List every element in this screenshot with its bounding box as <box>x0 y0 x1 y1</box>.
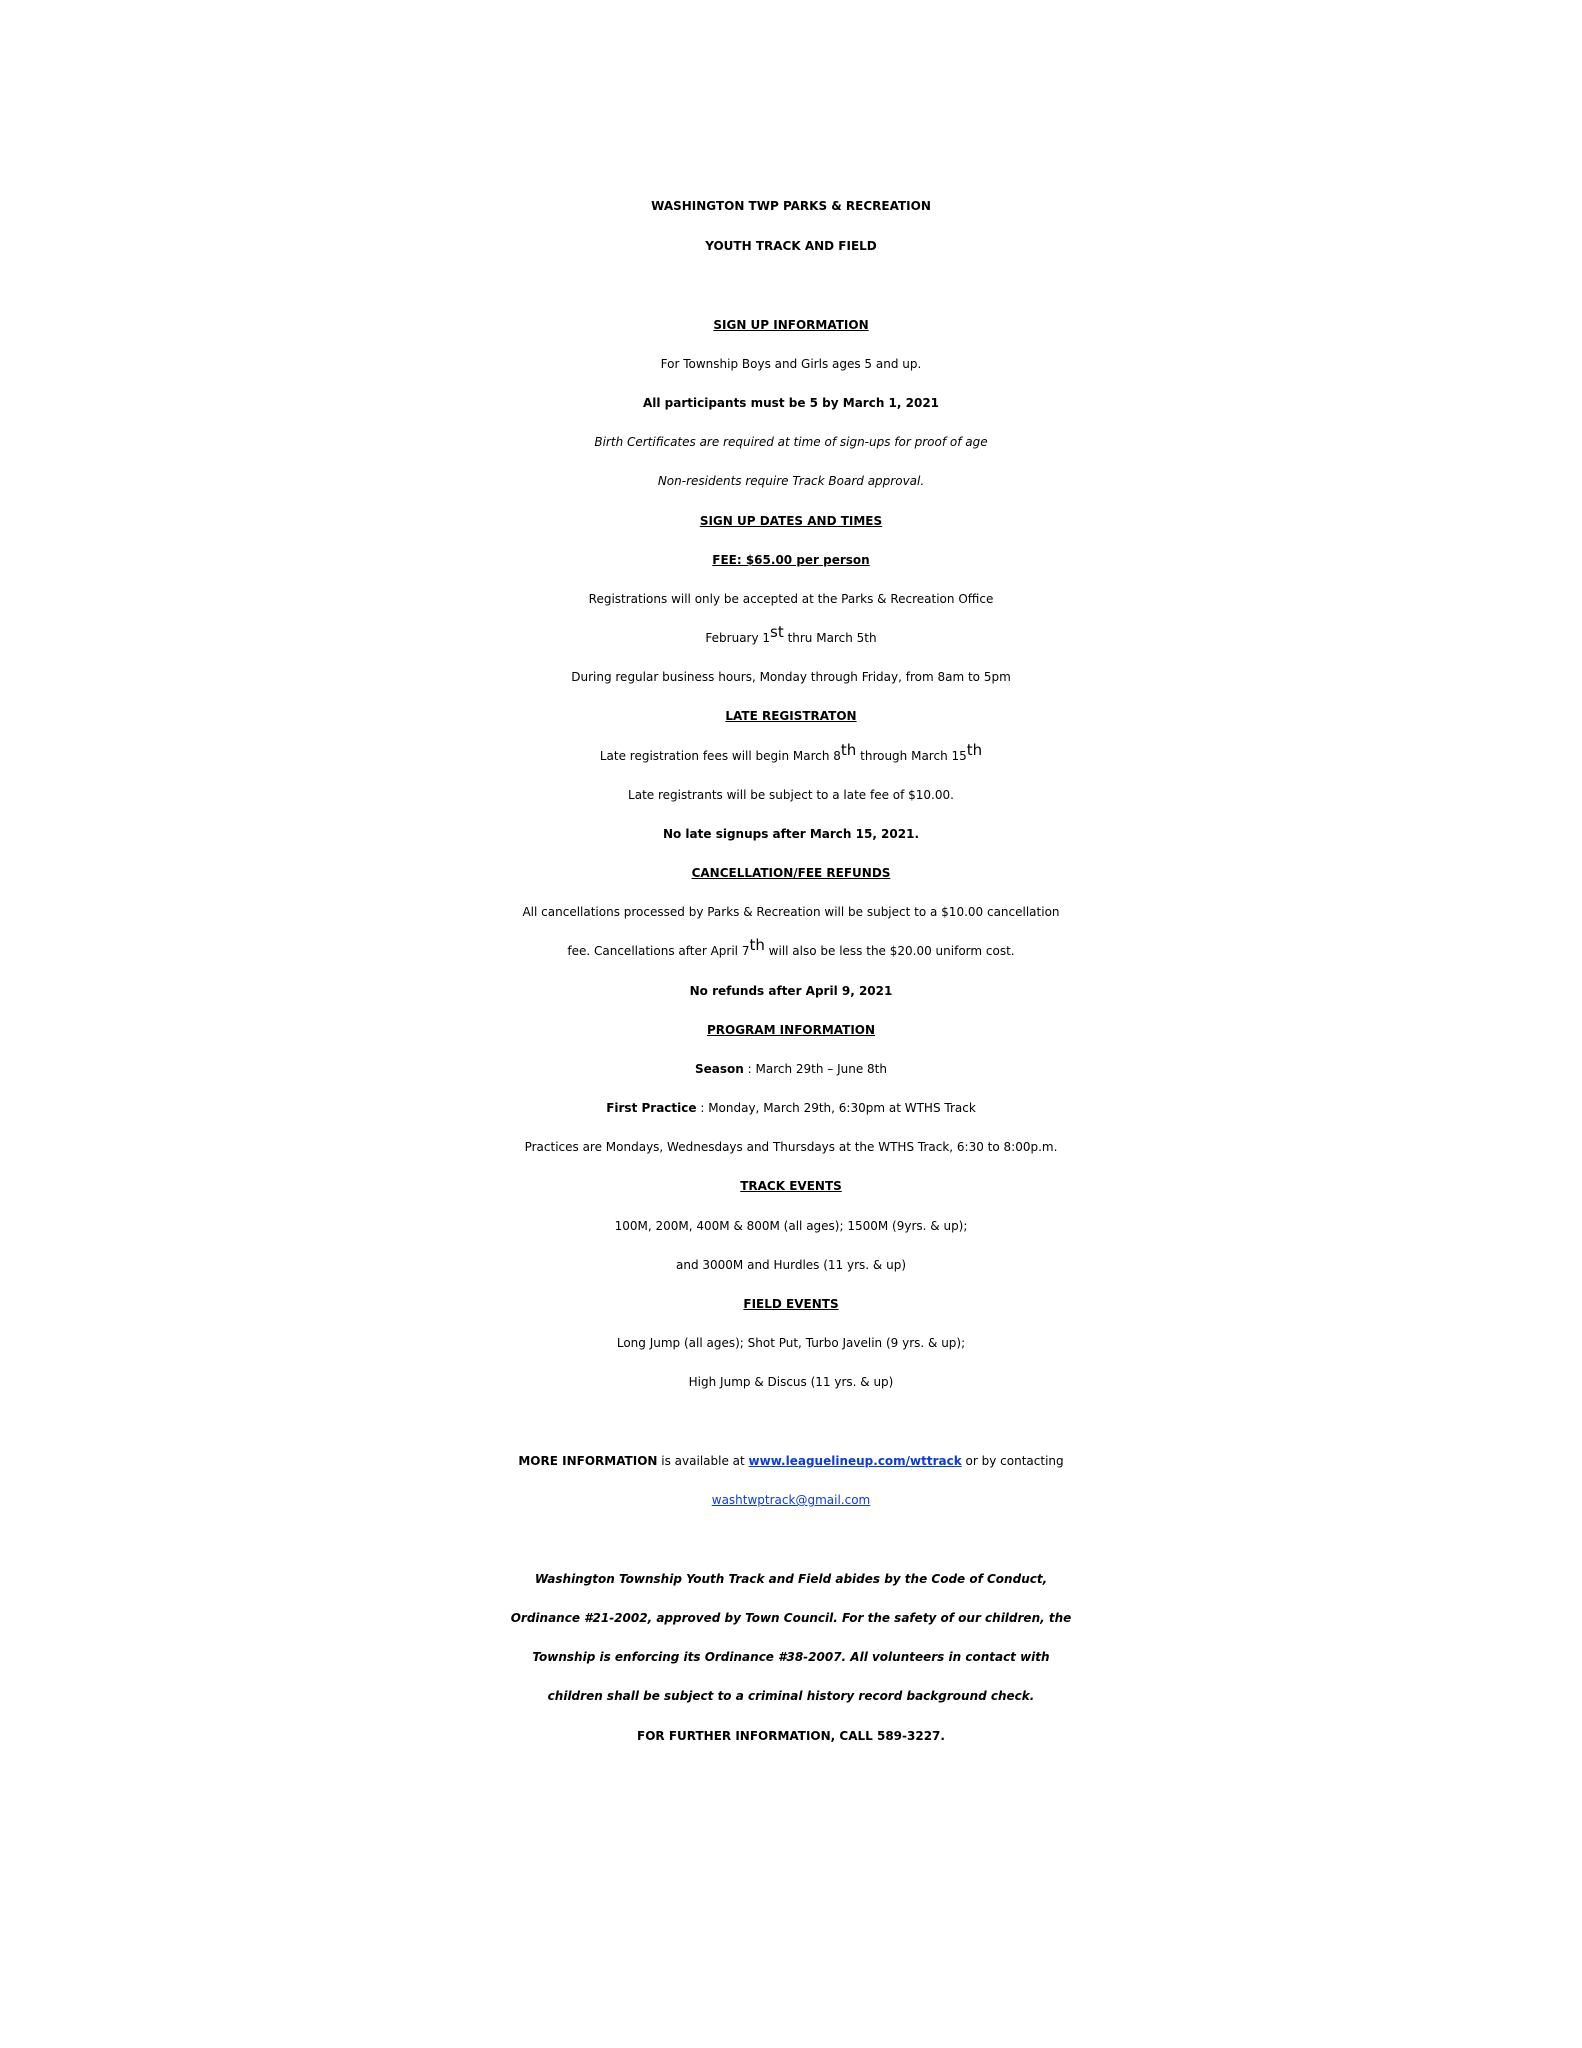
season-line <box>0 1050 1582 1089</box>
late-registration-line-3: No late signups after March 15, 2021. <box>662 827 920 841</box>
more-info-label: MORE INFORMATION <box>518 1454 658 1468</box>
late-registration-heading: LATE REGISTRATON <box>725 709 857 723</box>
fee-line: FEE: $65.00 per person <box>712 553 870 567</box>
field-events-line-1: Long Jump (all ages); Shot Put, Turbo Javelin (9 yrs. & up); <box>616 1336 966 1350</box>
cancellation-line-1: All cancellations processed by Parks & Recreation will be subject to a $10.00 cancellation <box>522 905 1060 919</box>
more-info-text-a: is available at <box>657 1454 749 1468</box>
footer-line-2: Ordinance #21-2002, approved by Town Council. For the safety of our children, the <box>510 1611 1072 1625</box>
track-events-line-1: 100M, 200M, 400M & 800M (all ages); 1500M (9yrs. & up); <box>614 1219 968 1233</box>
website-link[interactable]: www.leaguelineup.com/wttrack <box>748 1454 962 1468</box>
signup-info-line-1: For Township Boys and Girls ages 5 and up. <box>660 357 922 371</box>
first-practice-label: First Practice <box>606 1101 697 1115</box>
signup-dates-heading: SIGN UP DATES AND TIMES <box>699 514 883 528</box>
season-value: : March 29th – June 8th <box>743 1062 887 1076</box>
signup-dates-line-2 <box>0 619 1582 658</box>
cancellation-heading: CANCELLATION/FEE REFUNDS <box>691 866 891 880</box>
cancellation-line-2 <box>0 932 1582 971</box>
signup-info-line-3: Birth Certificates are required at time of sign-ups for proof of age <box>594 435 988 449</box>
late-line-1-middle: through March 15 <box>856 749 967 763</box>
footer-line-3: Township is enforcing its Ordinance #38-2007. All volunteers in contact with <box>532 1650 1050 1664</box>
more-info-text-b: or by contacting <box>961 1454 1064 1468</box>
signup-dates-line-3: During regular business hours, Monday through Friday, from 8am to 5pm <box>571 670 1011 684</box>
signup-dates-line-2-end: thru March 5th <box>783 631 877 645</box>
late-registration-line-1 <box>0 737 1582 776</box>
title-line-2: YOUTH TRACK AND FIELD <box>705 239 877 253</box>
field-events-heading: FIELD EVENTS <box>743 1297 839 1311</box>
superscript-th-1: th <box>840 741 857 759</box>
program-heading: PROGRAM INFORMATION <box>706 1023 876 1037</box>
email-link[interactable]: washtwptrack@gmail.com <box>711 1493 871 1507</box>
email-line <box>0 1481 1582 1520</box>
superscript-st: st <box>770 623 784 641</box>
late-registration-line-2: Late registrants will be subject to a late fee of $10.00. <box>628 788 954 802</box>
signup-info-line-2: All participants must be 5 by March 1, 2021 <box>642 396 940 410</box>
track-events-heading: TRACK EVENTS <box>740 1179 842 1193</box>
title-line-1: WASHINGTON TWP PARKS & RECREATION <box>651 199 931 213</box>
first-practice-line <box>0 1089 1582 1128</box>
signup-info-line-4: Non-residents require Track Board approval. <box>657 474 925 488</box>
field-events-line-2: High Jump & Discus (11 yrs. & up) <box>688 1375 894 1389</box>
superscript-th-2: th <box>966 741 983 759</box>
signup-info-heading: SIGN UP INFORMATION <box>713 318 869 332</box>
track-events-line-2: and 3000M and Hurdles (11 yrs. & up) <box>676 1258 906 1272</box>
superscript-th-3: th <box>749 936 765 954</box>
more-info-line <box>0 1442 1582 1481</box>
cancellation-line-2-start: fee. Cancellations after April 7 <box>567 944 750 958</box>
practices-line: Practices are Mondays, Wednesdays and Thursdays at the WTHS Track, 6:30 to 8:00p.m. <box>524 1140 1058 1154</box>
footer-line-1: Washington Township Youth Track and Field abides by the Code of Conduct, <box>534 1572 1048 1586</box>
footer-line-5: FOR FURTHER INFORMATION, CALL 589-3227. <box>637 1729 945 1743</box>
season-label: Season <box>695 1062 744 1076</box>
cancellation-line-3: No refunds after April 9, 2021 <box>689 984 893 998</box>
late-line-1-start: Late registration fees will begin March 8 <box>599 749 841 763</box>
signup-dates-line-1: Registrations will only be accepted at the Parks & Recreation Office <box>588 592 994 606</box>
cancellation-line-2-end: will also be less the $20.00 uniform cost. <box>764 944 1015 958</box>
first-practice-value: : Monday, March 29th, 6:30pm at WTHS Track <box>696 1101 976 1115</box>
footer-line-4: children shall be subject to a criminal history record background check. <box>547 1689 1035 1703</box>
signup-dates-line-2-start: February 1 <box>705 631 771 645</box>
